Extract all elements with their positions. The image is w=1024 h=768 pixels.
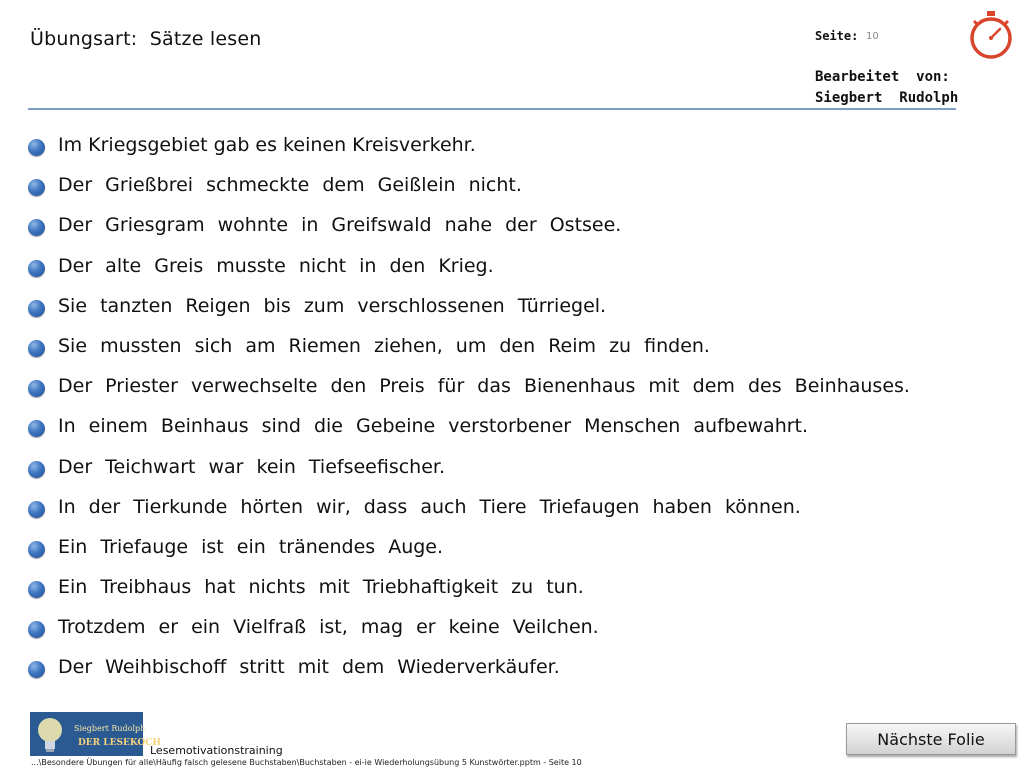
sentence-text: Der Priester verwechselte den Preis für das Bienenhaus mit dem des Beinhauses. xyxy=(58,375,910,398)
bullet-icon xyxy=(28,380,45,397)
sentence-text: Ein Triefauge ist ein tränendes Auge. xyxy=(58,535,444,558)
bullet-icon xyxy=(28,300,45,317)
sentence-item xyxy=(28,528,978,568)
bullet-icon xyxy=(28,139,45,156)
bullet-icon xyxy=(28,501,45,518)
sentence-text: Der Weihbischoff stritt mit dem Wiederverkäufer. xyxy=(58,656,560,679)
sentence-item xyxy=(28,166,978,206)
author-name: Siegbert Rudolph xyxy=(815,90,959,106)
sentence-text: Der Griesgram wohnte in Greifswald nahe der Ostsee. xyxy=(58,214,622,237)
edited-by-block xyxy=(815,67,958,109)
sentence-text: Der alte Greis musste nicht in den Krieg. xyxy=(58,254,494,277)
edited-by-label: Bearbeitet von: xyxy=(815,69,950,85)
sentence-text: Der Teichwart war kein Tiefseefischer. xyxy=(58,455,446,478)
file-path: ...\Besondere Übungen für alle\Häufig falsch gelesene Buchstaben\Buchstaben - ei-ie Wiederholungsübung 5 Kunstwörter.pptm - Seite 10 xyxy=(31,758,582,767)
bullet-icon xyxy=(28,581,45,598)
next-slide-button[interactable]: Nächste Folie xyxy=(846,723,1016,755)
sentence-text: Sie tanzten Reigen bis zum verschlossenen Türriegel. xyxy=(58,294,607,317)
sentence-text: Trotzdem er ein Vielfraß ist, mag er keine Veilchen. xyxy=(58,616,599,639)
page-number: 10 xyxy=(866,31,879,42)
logo-brand: DER LESEKOCH xyxy=(78,738,161,748)
sentence-item xyxy=(28,126,978,166)
sentence-item xyxy=(28,648,978,688)
sentence-item xyxy=(28,247,978,287)
sentence-text: In einem Beinhaus sind die Gebeine verstorbener Menschen aufbewahrt. xyxy=(58,415,809,438)
header-divider xyxy=(28,108,956,110)
logo-author: Siegbert Rudolph xyxy=(74,724,146,733)
sentence-item xyxy=(28,407,978,447)
stopwatch-icon[interactable] xyxy=(966,10,1016,60)
bullet-icon xyxy=(28,260,45,277)
bullet-icon xyxy=(28,219,45,236)
bullet-icon xyxy=(28,541,45,558)
bullet-icon xyxy=(28,340,45,357)
sentence-text: Im Kriegsgebiet gab es keinen Kreisverkehr. xyxy=(58,134,476,156)
sentence-item xyxy=(28,568,978,608)
sentence-item xyxy=(28,287,978,327)
bullet-icon xyxy=(28,420,45,437)
sentence-item xyxy=(28,206,978,246)
bullet-icon xyxy=(28,179,45,196)
sentence-text: Der Grießbrei schmeckte dem Geißlein nicht. xyxy=(58,174,522,197)
sentence-item xyxy=(28,327,978,367)
lightbulb-icon xyxy=(30,712,74,756)
program-label: Lesemotivationstraining xyxy=(150,744,283,757)
sentence-list xyxy=(28,126,978,689)
sentence-item xyxy=(28,488,978,528)
sentence-text: Ein Treibhaus hat nichts mit Triebhaftigkeit zu tun. xyxy=(58,576,584,599)
bullet-icon xyxy=(28,661,45,678)
sentence-text: Sie mussten sich am Riemen ziehen, um den Reim zu finden. xyxy=(58,334,710,357)
sentence-item xyxy=(28,367,978,407)
sentence-text: In der Tierkunde hörten wir, dass auch Tiere Triefaugen haben können. xyxy=(58,495,801,518)
page-label: Seite: xyxy=(815,29,859,43)
sentence-item xyxy=(28,608,978,648)
bullet-icon xyxy=(28,461,45,478)
lesekoch-logo xyxy=(30,712,161,756)
sentence-item xyxy=(28,448,978,488)
exercise-title: Übungsart: Sätze lesen xyxy=(30,28,262,50)
bullet-icon xyxy=(28,621,45,638)
